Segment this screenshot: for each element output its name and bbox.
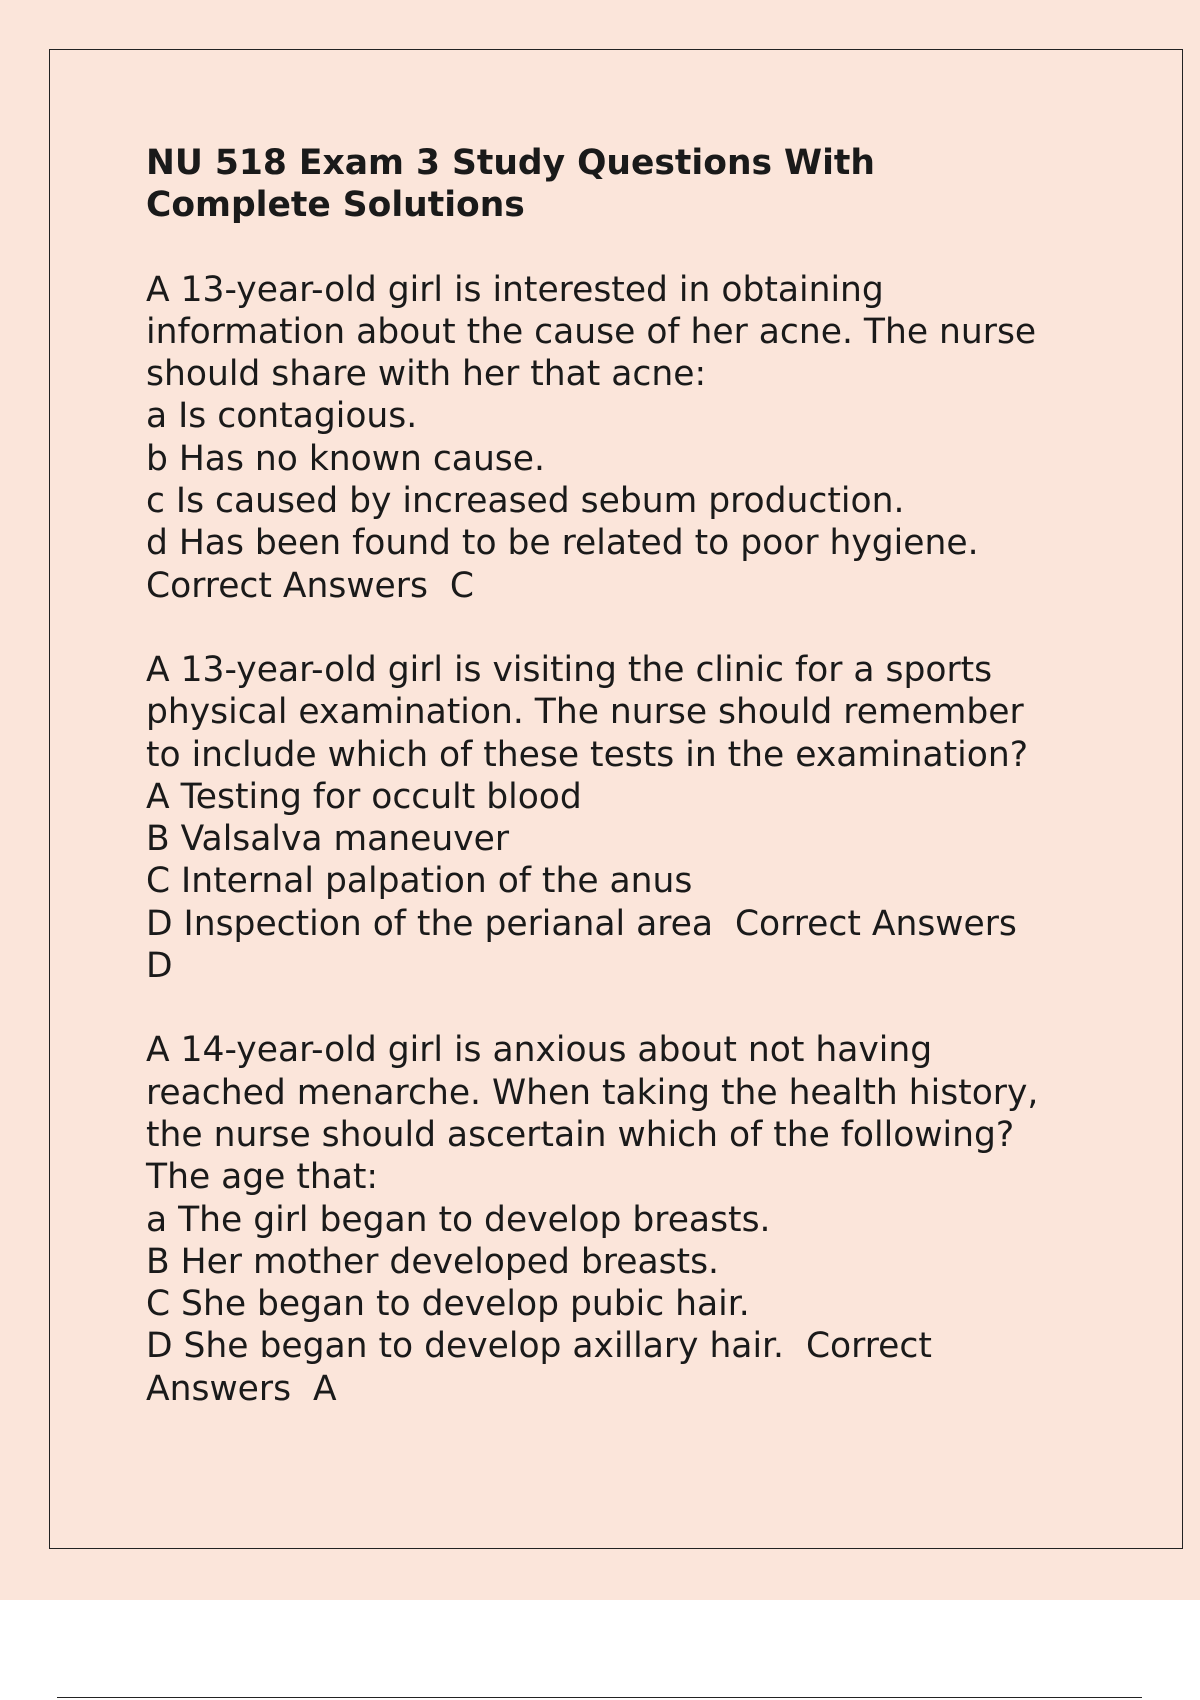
title-line: Complete Solutions xyxy=(146,185,525,226)
answer-option: d Has been found to be related to poor hygiene. xyxy=(146,523,979,564)
answer-option: B Her mother developed breasts. xyxy=(146,1241,720,1282)
answer-option: b Has no known cause. xyxy=(146,438,545,479)
title-line: NU 518 Exam 3 Study Questions With xyxy=(146,143,875,183)
question-list xyxy=(146,269,1106,1410)
question-stem: should share with her that acne: xyxy=(146,354,707,395)
question-stem: the nurse should ascertain which of the following? xyxy=(146,1114,1015,1155)
answer-option: D She began to develop axillary hair. Correct xyxy=(146,1326,932,1367)
question-stem: physical examination. The nurse should remember xyxy=(146,692,1024,733)
question-stem: reached menarche. When taking the health history, xyxy=(146,1072,1039,1113)
answer-option: C Internal palpation of the anus xyxy=(146,861,693,902)
answer-option: a Is contagious. xyxy=(146,396,418,437)
correct-answer: D xyxy=(146,946,173,987)
question-stem: information about the cause of her acne. The nurse xyxy=(146,311,1037,352)
question-stem: A 13-year-old girl is interested in obtaining xyxy=(146,269,884,310)
question-stem: A 14-year-old girl is anxious about not having xyxy=(146,1030,933,1071)
document-title xyxy=(146,142,1106,227)
correct-answer: Correct Answers C xyxy=(146,565,474,606)
footer-divider xyxy=(57,1697,1142,1698)
answer-option: A Testing for occult blood xyxy=(146,776,582,817)
question-stem: to include which of these tests in the examination? xyxy=(146,734,1029,775)
answer-option: c Is caused by increased sebum production. xyxy=(146,481,905,522)
answer-option: C She began to develop pubic hair. xyxy=(146,1284,750,1325)
question-stem: The age that: xyxy=(146,1157,379,1198)
answer-option: a The girl began to develop breasts. xyxy=(146,1199,771,1240)
answer-option: B Valsalva maneuver xyxy=(146,819,510,860)
document-content xyxy=(146,142,1106,1452)
question-block xyxy=(146,649,1106,987)
answer-option: D Inspection of the perianal area Correct Answers xyxy=(146,903,1017,944)
question-block xyxy=(146,1029,1106,1410)
correct-answer: Answers A xyxy=(146,1368,337,1409)
question-stem: A 13-year-old girl is visiting the clinic for a sports xyxy=(146,649,993,690)
question-block xyxy=(146,269,1106,607)
